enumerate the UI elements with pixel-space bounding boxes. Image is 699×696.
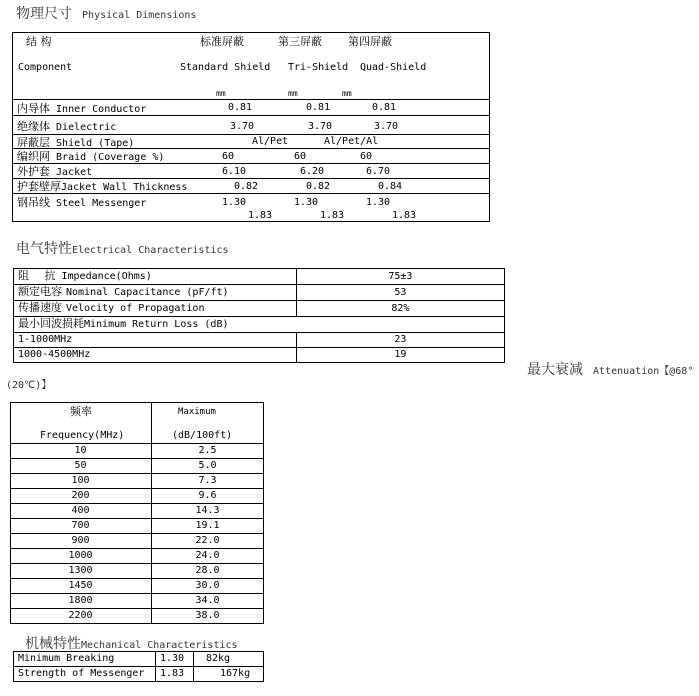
row-label [14, 317, 297, 333]
attenuation-cell: 34.0 [195, 595, 220, 606]
mechanical-table [13, 651, 264, 682]
freq-cell: 700 [71, 520, 90, 531]
unit-mm-2: mm [288, 89, 298, 98]
table-row [17, 118, 116, 135]
header-standard-shield-en: Standard Shield [180, 62, 271, 73]
row-label-cn: 传播速度 [18, 301, 62, 314]
cell-value: 1.30 [294, 197, 319, 208]
row-label-cn: 护套壁厚 [17, 180, 61, 193]
physical-title-en: Physical Dimensions [82, 10, 197, 21]
cell-value: 0.81 [306, 102, 331, 113]
cell-value: 1.30 [366, 197, 391, 208]
table-row [14, 348, 505, 363]
cell-value: Al/Pet [252, 136, 289, 147]
cell-value: 0.81 [228, 102, 253, 113]
attenuation-title-tail: (20℃)】 [6, 380, 52, 391]
row-label-cn: 最小回波损耗 [18, 317, 84, 330]
max-unit-header: (dB/100ft) [172, 430, 233, 441]
row-label-en: Nominal Capacitance (pF/ft) [66, 287, 229, 298]
row-label-cn: 阻 抗 [18, 269, 62, 282]
unit-mm-1: mm [216, 89, 226, 98]
cell-value: 60 [222, 151, 235, 162]
table-row [17, 194, 146, 211]
attenuation-cell: 5.0 [198, 460, 217, 471]
header-structure: 结 构 [26, 35, 52, 48]
row-label-cn: 屏蔽层 [17, 136, 50, 149]
freq-cell: 50 [74, 460, 87, 471]
row-label-en: Dielectric [56, 122, 117, 133]
max-header: Maximum [178, 407, 216, 417]
freq-cell: 1000 [68, 550, 93, 561]
freq-cell: 400 [71, 505, 90, 516]
freq-cell: 1800 [68, 595, 93, 606]
attenuation-cell: 19.1 [195, 520, 220, 531]
row-label-en: Shield (Tape) [56, 138, 135, 149]
table-row [14, 285, 505, 301]
row-label [14, 301, 297, 317]
attenuation-cell: 22.0 [195, 535, 220, 546]
row-value: 75±3 [296, 269, 504, 285]
freq-header-en: Frequency(MHz) [40, 430, 125, 441]
row-label: Minimum Breaking [14, 652, 156, 667]
header-tri-shield-cn: 第三屏蔽 [278, 35, 322, 48]
row-label [14, 269, 297, 285]
row-label-cn: 绝缘体 [17, 120, 50, 133]
row-label-en: Impedance(Ohms) [61, 271, 152, 282]
header-quad-shield-en: Quad-Shield [360, 62, 427, 73]
electrical-table [13, 268, 505, 363]
attenuation-title-en: Attenuation【@68° [593, 366, 694, 377]
physical-title-cn: 物理尺寸 [16, 6, 72, 22]
row-label-en: Minimum Return Loss (dB) [84, 319, 229, 330]
cell-value: 60 [360, 151, 373, 162]
row-value: 23 [296, 333, 504, 348]
table-row [14, 333, 505, 348]
cell-value: 0.81 [372, 102, 397, 113]
attenuation-cell: 38.0 [195, 610, 220, 621]
cell-value: 6.20 [300, 166, 325, 177]
row-value: 1.83 [156, 667, 194, 682]
cell-value: 6.10 [222, 166, 247, 177]
row-label [14, 285, 297, 301]
row-label-en: Inner Conductor [56, 104, 147, 115]
cell-value: 0.82 [306, 181, 331, 192]
electrical-title [16, 238, 229, 258]
freq-cell: 900 [71, 535, 90, 546]
attenuation-cell: 24.0 [195, 550, 220, 561]
cell-value: 1.83 [248, 210, 273, 221]
attenuation-cell: 14.3 [195, 505, 220, 516]
row-label-cn: 钢吊线 [17, 196, 50, 209]
cell-value: 3.70 [230, 121, 255, 132]
cell-value: 0.84 [378, 181, 403, 192]
table-row [14, 301, 505, 317]
physical-title [16, 3, 196, 23]
electrical-title-en: Electrical Characteristics [72, 245, 229, 256]
row-value [296, 317, 504, 333]
attenuation-cell: 2.5 [198, 445, 217, 456]
freq-header-cn: 频率 [70, 405, 92, 418]
row-value: 82kg [194, 652, 264, 667]
mechanical-title [25, 633, 238, 653]
row-label-en: Velocity of Propagation [66, 303, 205, 314]
row-label: 1000-4500MHz [14, 348, 297, 363]
row-label-en: Braid (Coverage %) [56, 152, 165, 163]
header-tri-shield-en: Tri-Shield [288, 62, 349, 73]
freq-cell: 100 [71, 475, 90, 486]
row-label-cn: 编织网 [17, 150, 50, 163]
row-label-cn: 额定电容 [18, 285, 62, 298]
cell-value: 60 [294, 151, 307, 162]
attenuation-title [527, 359, 693, 379]
freq-cell: 1300 [68, 565, 93, 576]
freq-cell: 1450 [68, 580, 93, 591]
row-label-cn: 内导体 [17, 102, 50, 115]
freq-cell: 200 [71, 490, 90, 501]
row-value: 82% [296, 301, 504, 317]
table-row [14, 317, 505, 333]
freq-cell: 10 [74, 445, 87, 456]
attenuation-cell: 30.0 [195, 580, 220, 591]
row-label-en: Steel Messenger [56, 198, 147, 209]
cell-value: Al/Pet/Al [324, 136, 379, 147]
row-label-en: Jacket [56, 167, 93, 178]
table-row [14, 269, 505, 285]
cell-value: 3.70 [374, 121, 399, 132]
cell-value: 1.30 [222, 197, 247, 208]
header-quad-shield-cn: 第四屏蔽 [348, 35, 392, 48]
header-standard-shield-cn: 标准屏蔽 [200, 35, 244, 48]
table-row [14, 652, 264, 667]
mechanical-title-cn: 机械特性 [25, 636, 81, 652]
cell-value: 0.82 [234, 181, 259, 192]
row-value: 19 [296, 348, 504, 363]
attenuation-cell: 7.3 [198, 475, 217, 486]
unit-mm-3: mm [342, 89, 352, 98]
row-value: 1.30 [156, 652, 194, 667]
row-value: 167kg [194, 667, 264, 682]
row-label-en: Jacket Wall Thickness [61, 182, 188, 193]
row-label-cn: 外护套 [17, 165, 50, 178]
row-value: 53 [296, 285, 504, 301]
electrical-title-cn: 电气特性 [16, 241, 72, 257]
cell-value: 6.70 [366, 166, 391, 177]
header-component: Component [18, 62, 73, 73]
cell-value: 1.83 [392, 210, 417, 221]
freq-cell: 2200 [68, 610, 93, 621]
cell-value: 3.70 [308, 121, 333, 132]
mechanical-title-en: Mechanical Characteristics [81, 640, 238, 651]
table-row [17, 178, 187, 195]
attenuation-title-cn: 最大衰减 [527, 362, 583, 378]
cell-value: 1.83 [320, 210, 345, 221]
attenuation-cell: 28.0 [195, 565, 220, 576]
row-label: Strength of Messenger [14, 667, 156, 682]
table-row [14, 667, 264, 682]
table-row [17, 100, 146, 117]
attenuation-cell: 9.6 [198, 490, 217, 501]
row-label: 1-1000MHz [14, 333, 297, 348]
